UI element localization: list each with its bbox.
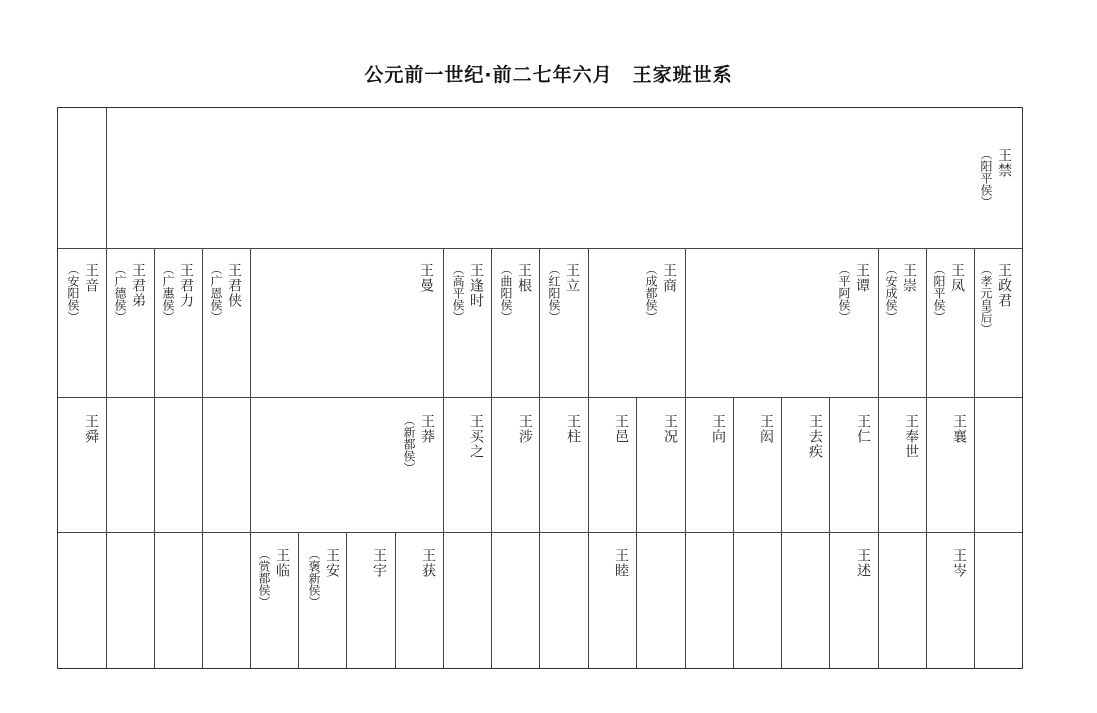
col-divider (491, 397, 492, 668)
person-title: （成都侯） (644, 263, 658, 323)
person-wang-kuang (662, 414, 677, 444)
person-wang-yi (613, 414, 628, 444)
col-divider (781, 397, 782, 668)
person-title: （赏都侯） (257, 548, 271, 608)
col-divider (443, 248, 444, 397)
person-name: 王君侠 (226, 263, 242, 308)
person-wang-zhu (565, 414, 580, 444)
person-name: 王邑 (613, 414, 629, 444)
col-divider (298, 532, 299, 668)
person-wang-an (306, 548, 339, 608)
page-title: 公元前一世纪·前二七年六月 王家班世系 (364, 64, 733, 86)
person-wang-jin (978, 148, 1011, 208)
person-name: 王立 (564, 263, 580, 293)
person-name: 王买之 (468, 414, 484, 459)
person-wang-quji (807, 414, 822, 459)
col-divider (154, 248, 155, 397)
person-name: 王宇 (371, 548, 387, 578)
col-divider (878, 397, 879, 668)
person-title: （曲阳侯） (499, 263, 513, 323)
person-wang-yin (65, 263, 98, 323)
person-name: 王涉 (517, 414, 533, 444)
col-divider (733, 397, 734, 668)
person-wang-shu (855, 548, 870, 578)
col-divider (926, 248, 927, 397)
col-divider (926, 397, 927, 668)
person-wang-ren (855, 414, 870, 444)
person-wang-gen (498, 263, 531, 323)
person-name: 王安 (324, 548, 340, 578)
person-name: 王莽 (419, 414, 435, 444)
person-name: 王凤 (949, 263, 965, 293)
person-name: 王舜 (83, 414, 99, 444)
person-title: （安阳侯） (66, 263, 80, 323)
person-wang-yu (371, 548, 386, 578)
col-divider (443, 397, 444, 668)
col-divider (250, 248, 251, 397)
person-name: 王商 (661, 263, 677, 293)
person-name: 王谭 (854, 263, 870, 293)
col-divider (539, 397, 540, 668)
person-name: 王闳 (758, 414, 774, 444)
person-title: （广恩侯） (209, 263, 223, 323)
person-name: 王音 (83, 263, 99, 293)
person-title: （孝元皇后） (979, 263, 993, 335)
person-name: 王奉世 (903, 414, 919, 459)
person-wang-huo (420, 548, 435, 578)
col-divider (974, 397, 975, 668)
person-name: 王禁 (996, 148, 1012, 178)
person-title: （褒新侯） (307, 548, 321, 608)
person-title: （安成侯） (884, 263, 898, 323)
person-name: 王睦 (613, 548, 629, 578)
person-wang-tan (836, 263, 869, 323)
person-wang-xiang (951, 414, 966, 444)
person-name: 王仁 (855, 414, 871, 444)
person-name: 王临 (274, 548, 290, 578)
person-wang-man (418, 263, 433, 293)
person-title: （阳平侯） (932, 263, 946, 323)
person-wang-xiang2 (710, 414, 725, 444)
person-wang-lin (256, 548, 289, 608)
person-wang-fengshi3 (903, 414, 918, 459)
person-wang-mang (401, 414, 434, 474)
person-name: 王政君 (996, 263, 1012, 308)
genealogy-table (57, 107, 1023, 669)
person-title: （高平侯） (451, 263, 465, 323)
person-name: 王向 (710, 414, 726, 444)
person-wang-zhengjun (978, 263, 1011, 335)
col-divider (636, 397, 637, 668)
person-name: 王逢时 (468, 263, 484, 308)
person-name: 王去疾 (807, 414, 823, 459)
person-name: 王获 (420, 548, 436, 578)
col-divider (346, 532, 347, 668)
person-wang-mu (613, 548, 628, 578)
person-name: 王柱 (565, 414, 581, 444)
col-divider (685, 248, 686, 397)
person-title: （广惠侯） (161, 263, 175, 323)
col-divider (588, 397, 589, 668)
col-divider (395, 532, 396, 668)
person-wang-cen (951, 548, 966, 578)
person-wang-junli (160, 263, 193, 323)
person-name: 王曼 (418, 263, 434, 293)
person-wang-jundi (112, 263, 145, 323)
person-name: 王崇 (901, 263, 917, 293)
person-name: 王根 (516, 263, 532, 293)
col-divider (202, 397, 203, 668)
col-divider (974, 248, 975, 397)
person-title: （广德侯） (113, 263, 127, 323)
col-divider (202, 248, 203, 397)
person-title: （红阳侯） (547, 263, 561, 323)
person-wang-shun (83, 414, 98, 444)
col-divider (878, 248, 879, 397)
col-divider (106, 108, 107, 248)
person-wang-junxia (208, 263, 241, 323)
col-divider (588, 248, 589, 397)
person-wang-maizhi (468, 414, 483, 459)
person-wang-li (546, 263, 579, 323)
col-divider (539, 248, 540, 397)
col-divider (685, 397, 686, 668)
person-name: 王述 (855, 548, 871, 578)
person-wang-hong (758, 414, 773, 444)
person-title: （阳平侯） (979, 148, 993, 208)
col-divider (154, 397, 155, 668)
person-wang-chong (883, 263, 916, 323)
person-wang-fengshi (450, 263, 483, 323)
col-divider (829, 397, 830, 668)
person-wang-feng (931, 263, 964, 323)
person-name: 王君力 (178, 263, 194, 308)
person-wang-she (517, 414, 532, 444)
col-divider (491, 248, 492, 397)
col-divider (106, 248, 107, 397)
person-name: 王襄 (951, 414, 967, 444)
person-wang-shang (643, 263, 676, 323)
person-name: 王况 (662, 414, 678, 444)
person-name: 王君弟 (130, 263, 146, 308)
person-title: （平阿侯） (837, 263, 851, 323)
col-divider (250, 397, 251, 668)
person-name: 王岑 (951, 548, 967, 578)
person-title: （新都侯） (402, 414, 416, 474)
col-divider (106, 397, 107, 668)
